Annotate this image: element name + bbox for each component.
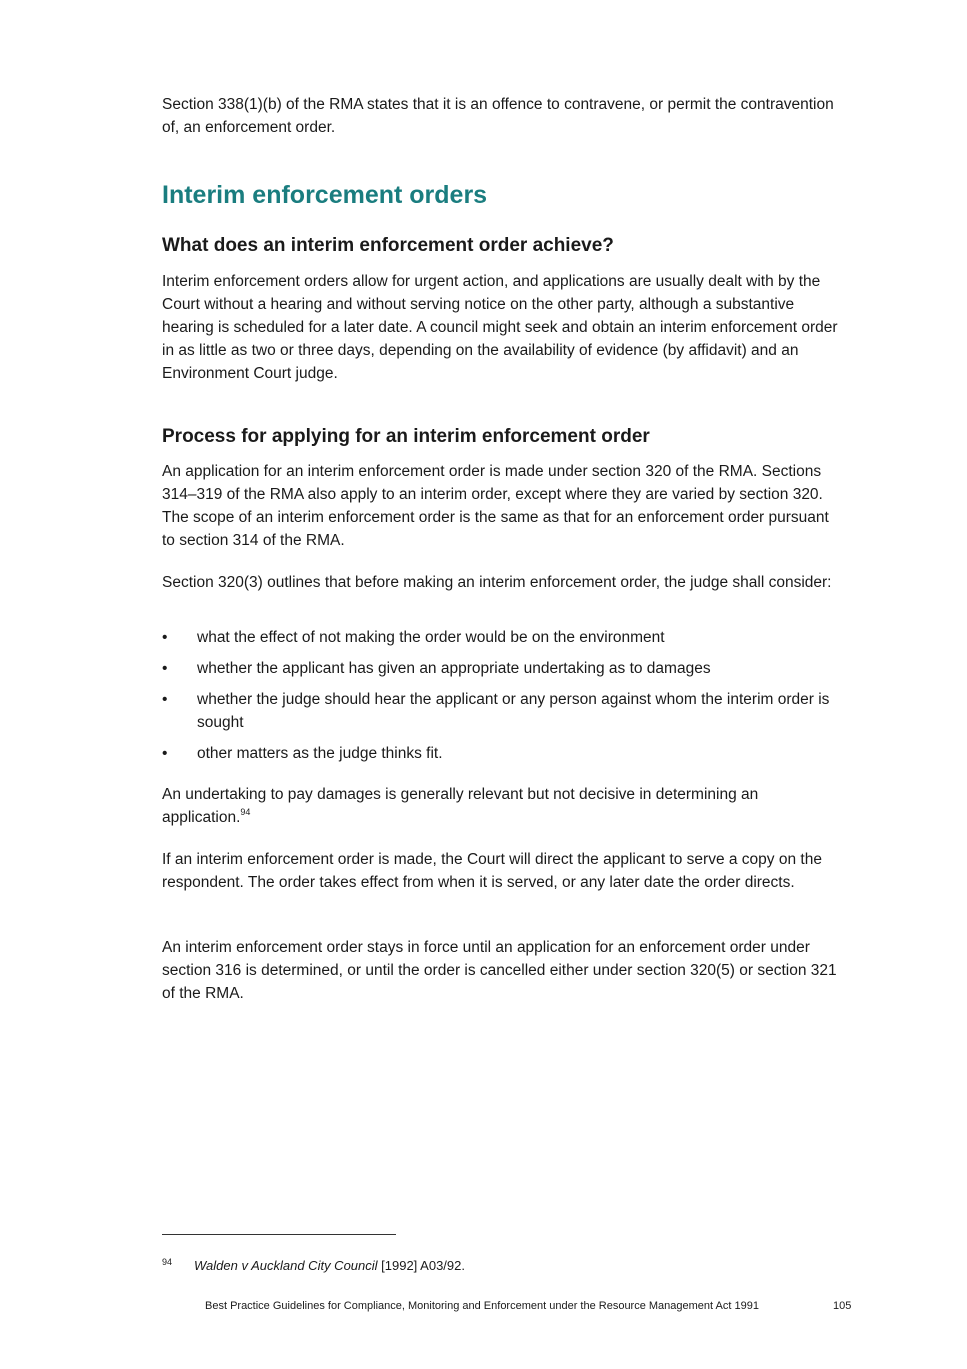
list-item: • what the effect of not making the order would be on the environment bbox=[162, 626, 842, 649]
footnote-citation: [1992] A03/92. bbox=[377, 1258, 465, 1273]
footer-title: Best Practice Guidelines for Compliance, Monitoring and Enforcement under the Resource Management Act 1991 bbox=[205, 1300, 759, 1312]
page-title: Interim enforcement orders bbox=[162, 181, 488, 209]
process-paragraph-4: If an interim enforcement order is made, the Court will direct the applicant to serve a copy on the respondent. The order takes effect from when it is served, or any later date the order directs. bbox=[162, 851, 822, 891]
footnote-case-name: Walden v Auckland City Council bbox=[194, 1258, 378, 1273]
footnote-reference[interactable]: 94 bbox=[240, 807, 251, 817]
achieve-paragraph: Interim enforcement orders allow for urgent action, and applications are usually dealt with by the Court without a hearing and without serving notice on the other party, although a substantive hearing is scheduled for a later date. A council might seek and obtain an interim enforcement order in as little as two or three days, depending on the availability of evidence (by affidavit) and an Environment Court judge. bbox=[162, 273, 838, 382]
bullet-icon: • bbox=[162, 691, 168, 708]
process-paragraph-2: Section 320(3) outlines that before making an interim enforcement order, the judge shall consider: bbox=[162, 574, 832, 591]
footnote-number: 94 bbox=[162, 1257, 173, 1267]
intro-paragraph: Section 338(1)(b) of the RMA states that it is an offence to contravene, or permit the contravention of, an enforcement order. bbox=[162, 96, 834, 136]
bullet-icon: • bbox=[162, 629, 168, 646]
bullet-icon: • bbox=[162, 660, 168, 677]
process-paragraph-3: An undertaking to pay damages is generally relevant but not decisive in determining an application.$^{94}$ bbox=[162, 786, 759, 826]
process-paragraph-5: An interim enforcement order stays in force until an application for an enforcement order under section 316 is determined, or until the order is cancelled either under section 320(5) or section 321 of the RMA. bbox=[162, 939, 837, 1002]
footnote-divider bbox=[162, 1234, 396, 1235]
considerations-list bbox=[162, 626, 842, 773]
process-paragraph-1: An application for an interim enforcement order is made under section 320 of the RMA. Sections 314–319 of the RMA also apply to an interim order, except where they are varied by section 320. The scope of an interim enforcement order is the same as that for an enforcement order pursuant to section 314 of the RMA. bbox=[162, 463, 829, 549]
list-item: • whether the applicant has given an appropriate undertaking as to damages bbox=[162, 657, 842, 680]
bullet-icon: • bbox=[162, 745, 168, 762]
footnote bbox=[162, 1253, 842, 1275]
page-number: 105 bbox=[833, 1300, 852, 1312]
section-heading-process: Process for applying for an interim enforcement order bbox=[162, 426, 650, 447]
list-item: • whether the judge should hear the applicant or any person against whom the interim order is sought bbox=[162, 688, 842, 734]
page-footer bbox=[205, 1298, 855, 1314]
section-heading-achieve: What does an interim enforcement order achieve? bbox=[162, 235, 614, 256]
list-item: • other matters as the judge thinks fit. bbox=[162, 742, 842, 765]
